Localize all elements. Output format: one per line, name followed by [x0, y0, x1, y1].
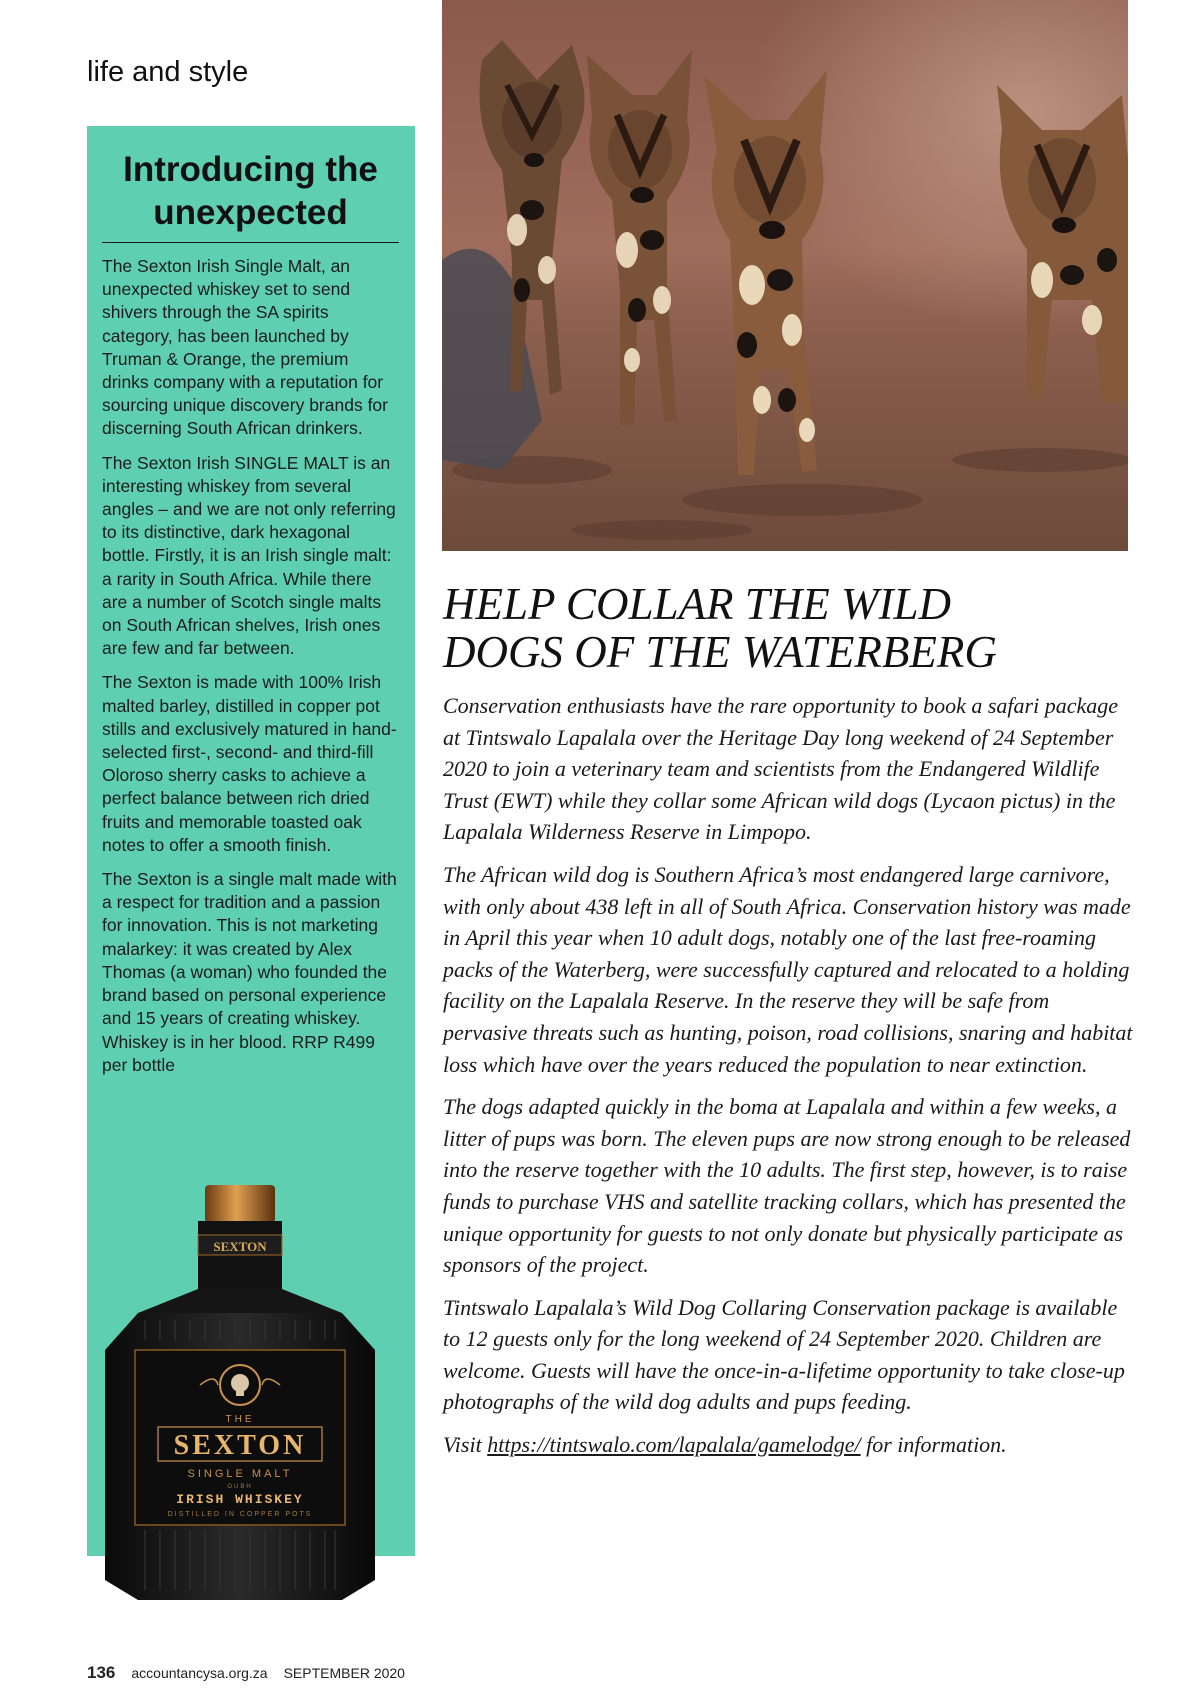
tintswalo-link[interactable]: https://tintswalo.com/lapalala/gamelodge/: [487, 1432, 861, 1458]
bottle-small-text: OUBH: [227, 1484, 253, 1490]
article-body: [443, 690, 1133, 1461]
wild-dogs-photo: [442, 0, 1128, 551]
article-paragraph: Tintswalo Lapalala’s Wild Dog Collaring Conservation package is available to 12 guests only for the long weekend of 24 September 2020. Children are welcome. Guests will have the once-in-a-lifetime opportunity to take close-up photographs of the wild dog adults and pups feeding.: [443, 1294, 1125, 1415]
sidebar-title: [102, 148, 399, 234]
bottle-brand-top: THE: [225, 1414, 255, 1425]
bottle-neck-label: SEXTON: [213, 1239, 267, 1254]
bottle-subtitle: SINGLE MALT: [187, 1468, 293, 1480]
sidebar-paragraph: The Sexton Irish SINGLE MALT is an interesting whiskey from several angles – and we are not only referring to its distinctive, dark hexagonal bottle. Firstly, it is an Irish single malt: a rarity in South Africa. While there are a number of Scotch single malts on South African shelves, Irish ones are few and far between.: [102, 452, 396, 659]
sidebar-body: [102, 255, 399, 1077]
headline-line2: DOGS OF THE WATERBERG: [443, 627, 997, 677]
sidebar-divider: [102, 242, 399, 243]
sidebar-paragraph: The Sexton is made with 100% Irish malted barley, distilled in copper pot stills and exclusively matured in hand-selected first-, second- and third-fill Oloroso sherry casks to achieve a perfect balance between rich dried fruits and memorable toasted oak notes to offer a smooth finish.: [102, 672, 397, 855]
sidebar-title-line1: Introducing the: [123, 150, 378, 189]
page-number: 136: [87, 1663, 116, 1682]
sidebar-title-line2: unexpected: [153, 193, 348, 232]
sidebar-paragraph: The Sexton Irish Single Malt, an unexpected whiskey set to send shivers through the SA spirits category, has been launched by Truman & Orange, the premium drinks company with a reputation for sourcing unique discovery brands for discerning South African drinkers.: [102, 256, 388, 439]
article-paragraph: Conservation enthusiasts have the rare opportunity to book a safari package at Tintswalo Lapalala over the Heritage Day long weekend of 24 September 2020 to join a veterinary team and scientists from the Endangered Wildlife Trust (EWT) while they collar some African wild dogs (Lycaon pictus) in the Lapalala Wilderness Reserve in Limpopo.: [443, 693, 1118, 845]
article-visit-line: [443, 1429, 1133, 1461]
visit-prefix: Visit: [443, 1432, 488, 1458]
footer-site: accountancysa.org.za: [131, 1665, 268, 1681]
article-paragraph: The dogs adapted quickly in the boma at Lapalala and within a few weeks, a litter of pups was born. The eleven pups are now strong enough to be released into the reserve together with the 10 adults. The first step, however, is to raise funds to purchase VHS and satellite tracking collars, which has presented the unique opportunity for guests to not only donate but physically participate as sponsors of the project.: [443, 1094, 1131, 1278]
visit-suffix: for information.: [860, 1432, 1007, 1458]
section-label: life and style: [87, 56, 249, 88]
page-footer: [87, 1663, 405, 1683]
bottle-brand-name: SEXTON: [173, 1430, 307, 1461]
bottle-type: IRISH WHISKEY: [176, 1492, 304, 1507]
article: [443, 580, 1133, 1472]
whiskey-bottle-image: [90, 1185, 390, 1600]
sidebar-paragraph: The Sexton is a single malt made with a respect for tradition and a passion for innovation. This is not marketing malarkey: it was created by Alex Thomas (a woman) who founded the brand based on personal experience and 15 years of creating whiskey. Whiskey is in her blood. RRP R499 per bottle: [102, 869, 397, 1075]
article-paragraph: The African wild dog is Southern Africa’s most endangered large carnivore, with only about 438 left in all of South Africa. Conservation history was made in April this year when 10 adult dogs, notably one of the last free-roaming packs of the Waterberg, were successfully captured and relocated to a holding facility on the Lapalala Reserve. In the reserve they will be safe from pervasive threats such as hunting, poison, road collisions, snaring and habitat loss which have over the years reduced the population to near extinction.: [443, 861, 1133, 1077]
bottle-distilled-text: DISTILLED IN COPPER POTS: [167, 1511, 313, 1518]
footer-issue: SEPTEMBER 2020: [283, 1665, 405, 1681]
headline-line1: HELP COLLAR THE WILD: [443, 579, 951, 629]
article-headline: [443, 580, 1133, 676]
